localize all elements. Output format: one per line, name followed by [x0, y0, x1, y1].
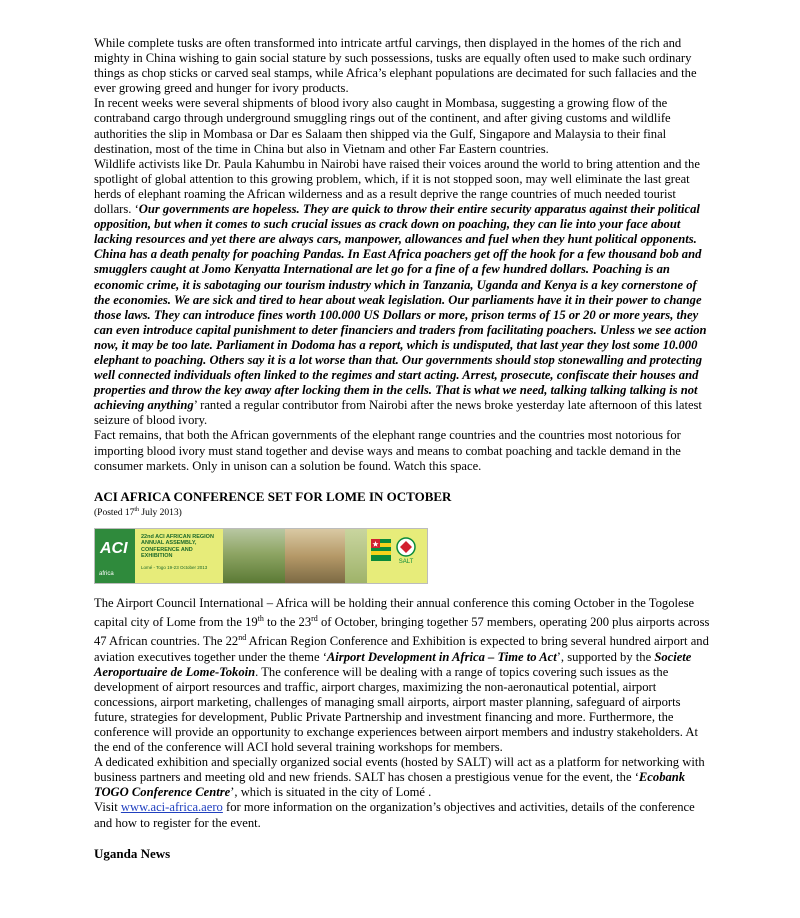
text-run: The Airport Council International – Africa will be holding their annual conference this coming October in the Togolese capital city of Lome from the 19 — [94, 595, 695, 630]
article2-paragraph-2 — [94, 755, 710, 800]
aci-conference-banner — [94, 528, 428, 584]
text-run: Visit — [94, 800, 121, 815]
uganda-news-heading: Uganda News — [94, 845, 171, 861]
text-run: ’, which is situated in the city of Lomé . — [230, 785, 432, 800]
banner-title: 22nd ACI AFRICAN REGION ANNUAL ASSEMBLY, CONFERENCE AND EXHIBITION — [141, 533, 214, 560]
text-run: A dedicated exhibition and specially organized social events (hosted by SALT) will act as a platform for networking with business partners and meeting old and new friends. SALT has chosen a prestigious venue for the event, the ‘ — [94, 755, 705, 785]
posted-date — [94, 504, 710, 519]
posted-date-prefix: (Posted 17 — [94, 507, 135, 518]
text-run: ’, supported by the — [556, 649, 655, 664]
posted-date-sup: th — [134, 506, 140, 513]
article1-paragraph-4: Fact remains, that both the African governments of the elephant range countries and the countries most notorious for importing blood ivory must stand together and devise ways and means to combat poaching and tackle demand in the consumer markets. Only in unison can a solution be found. Watch this space. — [94, 428, 681, 473]
banner-photo-field — [345, 529, 367, 583]
banner-subtitle: Lomé - Togo 19-23 October 2013 — [141, 564, 208, 570]
aci-logo-text: ACI — [100, 539, 128, 557]
text-run: to the 23 — [263, 615, 312, 630]
conference-theme: Airport Development in Africa – Time to Act — [326, 649, 557, 664]
article1-paragraph-3 — [94, 157, 710, 429]
aci-africa-link[interactable]: www.aci-africa.aero — [120, 800, 223, 815]
salt-logo-icon — [391, 535, 421, 565]
article1-paragraph-3-end: ’ ranted a regular contributor from Nairobi after the news broke yesterday late afternoon of this latest seizure of blood ivory. — [94, 398, 702, 428]
document-page — [94, 36, 710, 861]
ordinal-sup: th — [257, 613, 264, 623]
banner-photo-waterfall — [285, 529, 345, 583]
article1-paragraph-3-intro: Wildlife activists like Dr. Paula Kahumbu in Nairobi have raised their voices around the world to bring attention and the spotlight of global attention to this growing problem, which, if it is not stopped soon, may well eliminate the last great herds of elephant roaming the African wilderness and as a result deprive the range countries of much needed tourist dollars. ‘ — [94, 156, 700, 217]
salt-logo-text: SALT — [398, 558, 414, 565]
text-run: . The conference will be dealing with a range of topics covering such issues as the development of airport resources and traffic, airport charges, maximizing the non-aeronautical potential, airport concessions, airport marketing, challenges of managing small airports, airport master planning, safeguard of airports future, strategies for development, Public Private Partnership and investment financing and more. Furthermore, the conference will provide an opportunity to exchange experiences between airport members and industry stakeholders. At the end of the conference will ACI hold several training workshops for members. — [94, 664, 698, 755]
text-run: for more information on the organization’s objectives and activities, details of the conference and how to register for the event. — [94, 800, 695, 830]
venue-name: Ecobank TOGO Conference Centre — [94, 770, 686, 800]
text-run: African Region Conference and Exhibition is expected to bring several hundred airport and aviation executives together under the theme ‘ — [94, 634, 709, 664]
posted-date-suffix: July 2013) — [139, 507, 182, 518]
article1-paragraph-1: While complete tusks are often transformed into intricate artful carvings, then displayed in the homes of the rich and mighty in China wishing to gain social stature by such possessions, tusks are equally often used to make such ordinary things as chop sticks or carved seal stamps, while Africa’s elephant populations are decimated for such fallacies and the ever growing greed and hunger for ivory products. — [94, 36, 697, 96]
aci-logo-subtext: africa — [99, 570, 114, 577]
supporting-organization: Societe Aeroportuaire de Lome-Tokoin — [94, 649, 692, 679]
banner-photo-landscape — [223, 529, 285, 583]
article2-paragraph-1 — [94, 596, 710, 755]
ordinal-sup: rd — [311, 613, 318, 623]
text-run: of October, bringing together 57 members, operating 200 plus airports across 47 African countries. The 22 — [94, 615, 710, 649]
activist-quote: Our governments are hopeless. They are quick to throw their entire security apparatus against their political opposition, but when it comes to such crucial issues as crack down on poaching, they can lie into your face about lacking resources and yet there are always cars, manpower, allowances and fuel when they hunt political opponents. China has a death penalty for poaching Pandas. In East Africa poachers get off the hook for a few thousand bob and smugglers caught at Jomo Kenyatta International are let go for a fine of a few hundred dollars. Poaching is an economic crime, it is sabotaging our tourism industry which in Tanzania, Uganda and Kenya is a key cornerstone of the economies. We are sick and tired to hear about weak legislation. Our parliaments have it in their power to change those laws. They can introduce fines worth 100.000 US Dollars or more, prison terms of 15 or 20 or more years, they can even introduce capital punishment to deter financiers and traders from facilitating poachers. Unless we see action now, it may be too late. Parliament in Dodoma has a report, which is undisputed, that last year they lost some 10.000 elephant to poaching. Others say it is a lot worse than that. Our governments should stop stonewalling and protecting well connected individuals often linked to the regimes and start acting. Arrest, prosecute, confiscate their houses and properties and throw the key away after locking them in the cells. That is what we need, talking talking talking is not achieving anything — [94, 202, 707, 413]
aci-logo — [95, 529, 135, 583]
article1-paragraph-2: In recent weeks were several shipments of blood ivory also caught in Mombasa, suggesting a growing flow of the contraband cargo through underground smuggling rings out of the continent, and after giving customs and wildlife authorities the slip in Mombasa or Dar es Salaam then shipped via the Gulf, Singapore and Malaysia to their final destination, most of the time in China but also in Vietnam and other Far Eastern countries. — [94, 96, 671, 156]
togo-flag-icon — [371, 539, 391, 561]
ordinal-sup: nd — [238, 633, 247, 643]
article2-paragraph-3 — [94, 800, 710, 830]
article2-headline: ACI AFRICA CONFERENCE SET FOR LOME IN OCTOBER — [94, 488, 452, 504]
